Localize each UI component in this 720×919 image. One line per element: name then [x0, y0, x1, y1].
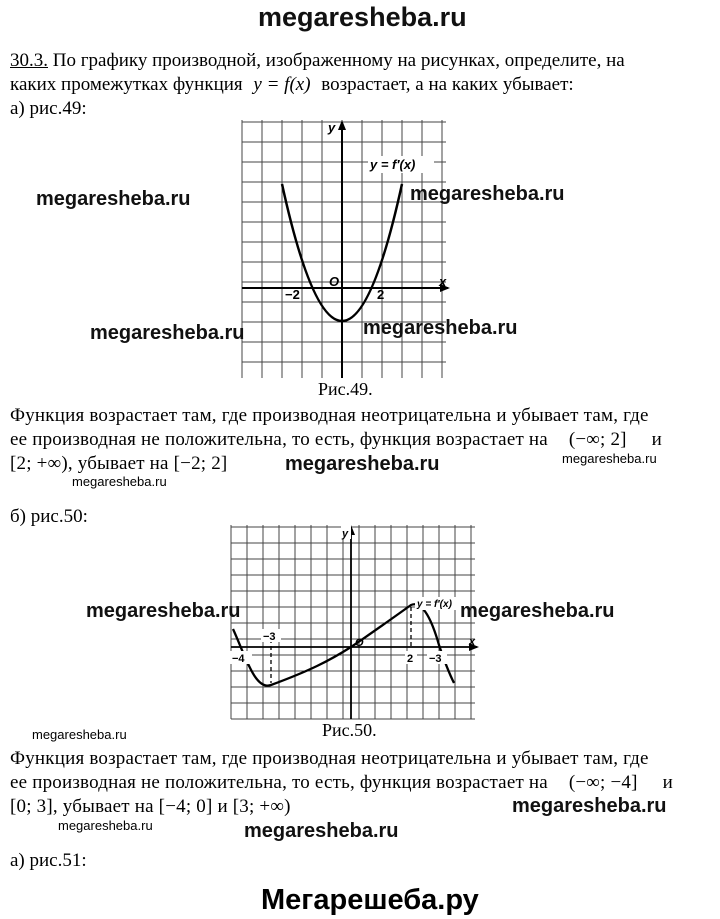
- watermark-7: megaresheba.ru: [72, 474, 167, 489]
- problem-number: 30.3.: [10, 50, 48, 71]
- part-b-interval-3: [−4; 0]: [158, 796, 213, 817]
- problem-text-2a: каких промежутках функция: [10, 74, 243, 95]
- site-header[interactable]: megaresheba.ru: [258, 2, 467, 32]
- part-b-interval-4: [3; +∞): [232, 796, 291, 817]
- figure-50-tick-m3: −3: [263, 631, 276, 643]
- watermark-4: megaresheba.ru: [363, 317, 518, 339]
- part-a-interval-1: (−∞; 2]: [568, 429, 627, 450]
- part-b-answer-line-3: [10, 795, 291, 818]
- figure-50-grid: [231, 525, 475, 719]
- figure-50-tick-2: 2: [407, 653, 414, 665]
- figure-49-curve-label: y = f′(x): [370, 157, 416, 172]
- watermark-9: megaresheba.ru: [460, 600, 615, 622]
- part-b-and-2: и: [217, 796, 228, 817]
- part-a-label: а) рис.49:: [10, 98, 87, 119]
- figure-49-y-label: y: [328, 120, 336, 135]
- watermark-6: megaresheba.ru: [562, 451, 657, 466]
- problem-text-1: По графику производной, изображенному на рисунках, определите, на: [52, 50, 625, 71]
- part-a-and: и: [651, 429, 663, 450]
- part-b-interval-1: (−∞; −4]: [568, 772, 638, 793]
- problem-line-2: [10, 73, 574, 96]
- figure-50-tick-3: −3: [429, 653, 442, 665]
- site-footer[interactable]: Мегарешеба.ру: [261, 884, 479, 916]
- part-a-interval-3: [−2; 2]: [173, 453, 228, 474]
- problem-formula: y = f(x): [253, 74, 311, 95]
- problem-text-2b: возрастает, а на каких убывает:: [321, 74, 574, 95]
- watermark-3: megaresheba.ru: [90, 322, 245, 344]
- part-a-answer-text: ее производная не положительна, то есть, функция возрастает на: [10, 429, 548, 450]
- figure-50: [229, 523, 481, 722]
- watermark-1: megaresheba.ru: [36, 188, 191, 210]
- watermark-5: megaresheba.ru: [285, 453, 440, 475]
- watermark-2: megaresheba.ru: [410, 183, 565, 205]
- figure-49-tick-pos: 2: [377, 287, 385, 302]
- part-b-answer-line-2: [10, 771, 673, 794]
- figure-49-caption: Рис.49.: [318, 379, 373, 399]
- part-b-label: б) рис.50:: [10, 506, 88, 527]
- figure-49: [240, 118, 452, 380]
- part-a-answer-line-3: [10, 452, 227, 475]
- figure-50-curve-label: y = f′(x): [417, 599, 452, 610]
- figure-50-y-label: y: [342, 528, 349, 540]
- figure-50-tick-m4: −4: [232, 653, 245, 665]
- figure-50-dashes: [271, 607, 414, 683]
- watermark-13: megaresheba.ru: [244, 820, 399, 842]
- watermark-11: megaresheba.ru: [512, 795, 667, 817]
- part-b-and: и: [662, 772, 673, 793]
- figure-50-caption: Рис.50.: [322, 720, 377, 740]
- watermark-8: megaresheba.ru: [86, 600, 241, 622]
- watermark-10: megaresheba.ru: [32, 727, 127, 742]
- part-b-interval-2: [0; 3]: [10, 796, 53, 817]
- part-b-answer-mid: , убывает на: [52, 796, 154, 817]
- figure-50-x-label: x: [469, 636, 476, 648]
- part-a-answer-line-2: [10, 428, 662, 451]
- part-a-interval-2: [2; +∞): [10, 453, 68, 474]
- figure-50-axes: [231, 525, 479, 719]
- watermark-12: megaresheba.ru: [58, 818, 153, 833]
- part-b-answer-text: ее производная не положительна, то есть, функция возрастает на: [10, 772, 548, 793]
- figure-50-origin: O: [355, 637, 364, 649]
- problem-line-1: [10, 49, 625, 72]
- figure-49-tick-neg: −2: [285, 287, 300, 302]
- part-c-label: а) рис.51:: [10, 850, 87, 871]
- part-a-answer-line-1: Функция возрастает там, где производная неотрицательна и убывает там, где: [10, 405, 649, 426]
- part-a-answer-mid: , убывает на: [67, 453, 169, 474]
- part-b-answer-line-1: Функция возрастает там, где производная неотрицательна и убывает там, где: [10, 748, 649, 769]
- figure-49-x-label: x: [439, 274, 447, 289]
- figure-49-origin: O: [329, 274, 340, 289]
